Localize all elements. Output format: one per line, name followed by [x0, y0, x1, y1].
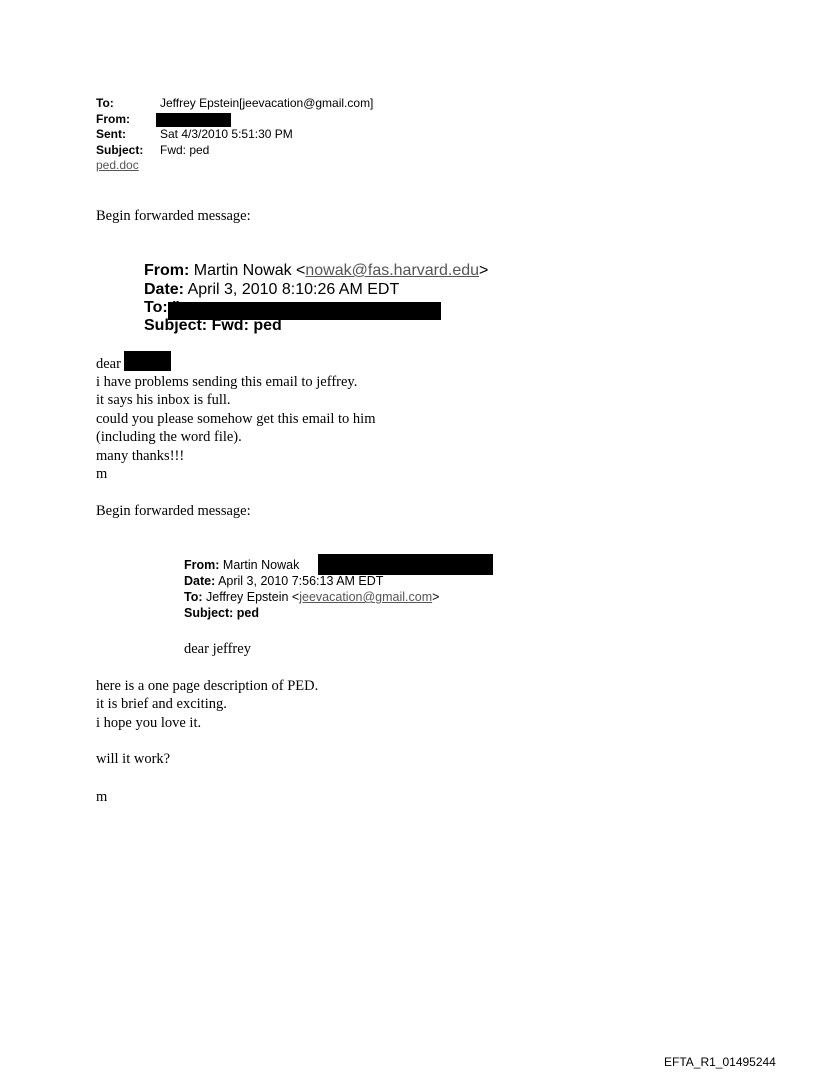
forward1-subject-value: Fwd: ped: [211, 317, 282, 334]
forward2-date-label: Date:: [184, 574, 216, 588]
message1-salutation: dear: [96, 356, 121, 372]
forward2-date-value: April 3, 2010 7:56:13 AM EDT: [218, 574, 384, 588]
redaction-block: [124, 351, 171, 371]
forward2-to-email[interactable]: jeevacation@gmail.com: [299, 590, 433, 604]
message2-sign: m: [96, 789, 108, 805]
to-label: To:: [96, 96, 114, 110]
forward2-subject-value: ped: [236, 606, 260, 620]
message2-question: will it work?: [96, 751, 171, 767]
sent-value: Sat 4/3/2010 5:51:30 PM: [160, 127, 293, 141]
message1-line: it says his inbox is full.: [96, 392, 231, 408]
forward2-from: [184, 557, 299, 574]
message1-line: m: [96, 466, 108, 482]
forward1-from-email[interactable]: nowak@fas.harvard.edu: [305, 262, 480, 279]
message1-line: i have problems sending this email to jeffrey.: [96, 374, 358, 390]
forward1-date: [144, 281, 399, 300]
forward2-from-label: From:: [184, 558, 220, 572]
forward2-from-name: Martin Nowak: [222, 558, 300, 572]
subject-label: Subject:: [96, 143, 144, 157]
attachment-link[interactable]: ped.doc: [96, 158, 139, 172]
forward1-date-value: April 3, 2010 8:10:26 AM EDT: [187, 281, 400, 298]
message2-salutation: dear jeffrey: [184, 641, 251, 657]
message1-line: could you please somehow get this email to him: [96, 411, 376, 427]
message1-line: many thanks!!!: [96, 448, 185, 464]
forward1-from-close: >: [479, 262, 489, 279]
redaction-block: [156, 113, 231, 127]
forward2-to-label: To:: [184, 590, 203, 604]
subject-value: Fwd: ped: [160, 143, 210, 157]
forward1-from: [144, 262, 488, 281]
message2-line: it is brief and exciting.: [96, 696, 227, 712]
forward1-date-label: Date:: [144, 281, 185, 298]
forward2-subject-label: Subject:: [184, 606, 234, 620]
message2-line: here is a one page description of PED.: [96, 678, 319, 694]
forward1-from-label: From:: [144, 262, 190, 279]
forward2-to-name: Jeffrey Epstein <: [206, 590, 300, 604]
forward-intro-2: Begin forwarded message:: [96, 503, 251, 519]
forward2-date: [184, 573, 383, 590]
forward2-subject: [184, 605, 259, 622]
to-value: Jeffrey Epstein[jeevacation@gmail.com]: [160, 96, 374, 110]
sent-label: Sent:: [96, 127, 126, 141]
forward1-to-label: To:: [144, 299, 168, 316]
forward-intro: Begin forwarded message:: [96, 208, 251, 224]
forward2-to-close: >: [432, 590, 440, 604]
document-id: EFTA_R1_01495244: [664, 1055, 776, 1069]
redaction-block: [318, 554, 493, 575]
message2-line: i hope you love it.: [96, 715, 202, 731]
forward1-from-name: Martin Nowak <: [193, 262, 306, 279]
forward1-subject-label: Subject:: [144, 317, 208, 334]
message1-line: (including the word file).: [96, 429, 242, 445]
forward1-subject: [144, 317, 282, 336]
from-label: From:: [96, 112, 130, 126]
forward2-to: [184, 589, 439, 606]
